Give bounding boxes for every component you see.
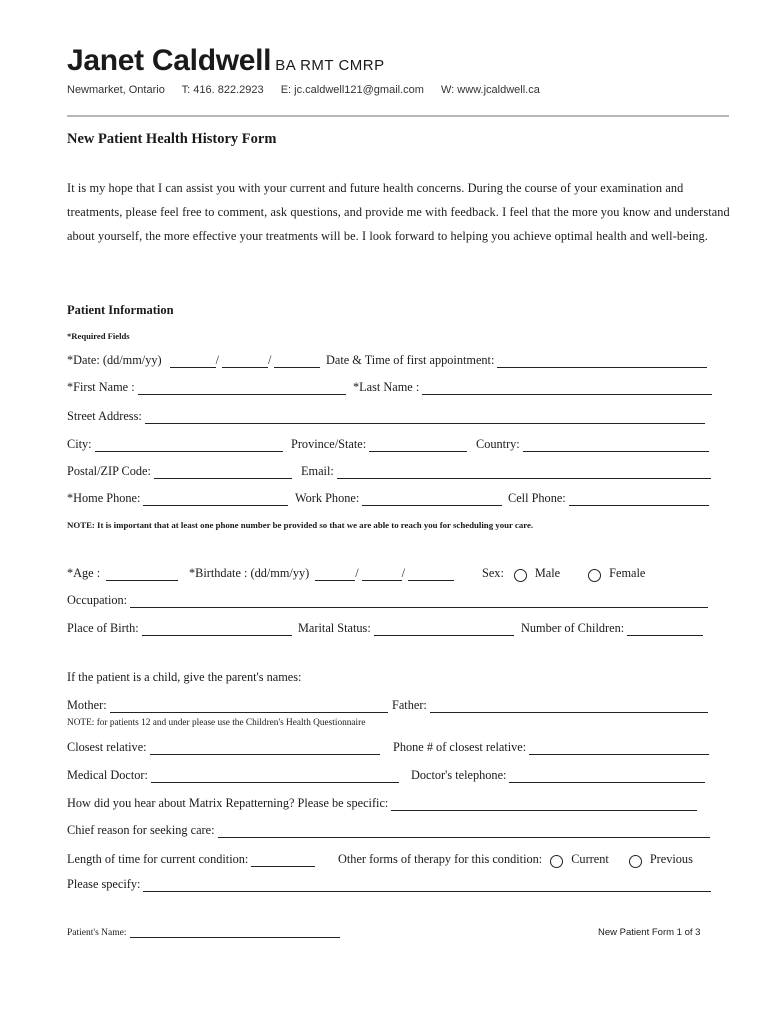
female-radio[interactable] (588, 569, 601, 582)
email-text: E: jc.caldwell121@gmail.com (280, 84, 424, 96)
sex-label: Sex: (482, 566, 504, 580)
patient-info-heading: Patient Information (67, 303, 174, 317)
date-label: *Date: (dd/mm/yy) (67, 353, 162, 367)
home-phone-field[interactable] (67, 491, 288, 506)
work-phone-field[interactable] (295, 491, 502, 506)
form-title: New Patient Health History Form (67, 131, 277, 147)
other-therapy-label: Other forms of therapy for this condition: (338, 852, 543, 866)
birthdate-field[interactable]: *Birthdate : (dd/mm/yy) / / (189, 566, 454, 581)
contact-line (67, 84, 554, 96)
age-label: *Age : (67, 566, 101, 580)
city-field[interactable] (67, 437, 283, 452)
marital-status-label: Marital Status: (298, 621, 371, 635)
mother-label: Mother: (67, 698, 107, 712)
first-appointment-label: Date & Time of first appointment: (326, 353, 495, 367)
previous-radio[interactable] (629, 855, 642, 868)
father-label: Father: (392, 698, 427, 712)
please-specify-label: Please specify: (67, 877, 141, 891)
closest-relative-field[interactable] (67, 740, 380, 755)
place-of-birth-field[interactable] (67, 621, 292, 636)
please-specify-field[interactable] (67, 877, 711, 892)
postal-code-label: Postal/ZIP Code: (67, 464, 151, 478)
mother-field[interactable] (67, 698, 388, 713)
telephone-text: T: 416. 822.2923 (181, 84, 264, 96)
province-label: Province/State: (291, 437, 367, 451)
country-field[interactable] (476, 437, 709, 452)
child-prompt: If the patient is a child, give the parent's names: (67, 670, 302, 684)
current-radio[interactable] (550, 855, 563, 868)
chief-reason-label: Chief reason for seeking care: (67, 823, 215, 837)
previous-label: Previous (649, 852, 693, 866)
cell-phone-label: Cell Phone: (508, 491, 566, 505)
email-label: Email: (301, 464, 334, 478)
doctor-phone-field[interactable] (411, 768, 705, 783)
father-field[interactable] (392, 698, 708, 713)
chief-reason-field[interactable] (67, 823, 710, 838)
relative-phone-field[interactable] (393, 740, 709, 755)
condition-length-field[interactable] (67, 852, 315, 867)
first-name-label: *First Name : (67, 380, 135, 394)
postal-code-field[interactable] (67, 464, 292, 479)
footer-patient-name-label: Patient's Name: (67, 928, 127, 938)
required-fields-note: *Required Fields (67, 331, 130, 341)
medical-doctor-label: Medical Doctor: (67, 768, 148, 782)
closest-relative-label: Closest relative: (67, 740, 147, 754)
referral-source-label: How did you hear about Matrix Repatterning? Please be specific: (67, 796, 389, 810)
place-of-birth-label: Place of Birth: (67, 621, 139, 635)
occupation-label: Occupation: (67, 593, 128, 607)
referral-source-field[interactable] (67, 796, 697, 811)
cell-phone-field[interactable] (508, 491, 709, 506)
practitioner-credentials: BA RMT CMRP (275, 57, 385, 74)
province-field[interactable] (291, 437, 467, 452)
age-field[interactable] (67, 566, 178, 581)
practitioner-name: Janet Caldwell (67, 44, 272, 77)
city-label: City: (67, 437, 92, 451)
footer-patient-name[interactable] (67, 928, 340, 938)
current-label: Current (571, 852, 609, 866)
female-label: Female (609, 566, 646, 580)
other-therapy-field (338, 852, 693, 867)
number-of-children-label: Number of Children: (521, 621, 625, 635)
number-of-children-field[interactable] (521, 621, 703, 636)
last-name-label: *Last Name : (353, 380, 420, 394)
header-divider (67, 115, 729, 117)
condition-length-label: Length of time for current condition: (67, 852, 249, 866)
country-label: Country: (476, 437, 520, 451)
marital-status-field[interactable] (298, 621, 514, 636)
last-name-field[interactable] (353, 380, 712, 395)
street-address-label: Street Address: (67, 409, 142, 423)
intro-paragraph: It is my hope that I can assist you with your current and future health concerns. During the course of your examination and treatments, please feel free to comment, ask questions, and provide me with feedback. I feel that the more you know and understand about yourself, the more effective your treatments will be. I look forward to helping you achieve optimal health and well-being. (67, 181, 730, 243)
first-appointment-field[interactable] (326, 353, 707, 368)
phone-note: NOTE: It is important that at least one phone number be provided so that we are able to reach you for scheduling your care. (67, 520, 534, 530)
occupation-field[interactable] (67, 593, 708, 608)
work-phone-label: Work Phone: (295, 491, 360, 505)
letterhead-name-block (67, 44, 385, 78)
male-radio[interactable] (514, 569, 527, 582)
doctor-phone-label: Doctor's telephone: (411, 768, 507, 782)
medical-doctor-field[interactable] (67, 768, 399, 783)
sex-field (482, 566, 645, 581)
date-field[interactable]: *Date: (dd/mm/yy) / / (67, 353, 320, 368)
male-label: Male (534, 566, 561, 580)
location-text: Newmarket, Ontario (67, 84, 165, 96)
website-text: W: www.jcaldwell.ca (441, 84, 540, 96)
street-address-field[interactable] (67, 409, 705, 424)
first-name-field[interactable] (67, 380, 346, 395)
birthdate-label: *Birthdate : (dd/mm/yy) (189, 566, 310, 580)
relative-phone-label: Phone # of closest relative: (393, 740, 527, 754)
email-field[interactable] (301, 464, 711, 479)
home-phone-label: *Home Phone: (67, 491, 141, 505)
child-note: NOTE: for patients 12 and under please use the Children's Health Questionnaire (67, 718, 366, 728)
page-number: New Patient Form 1 of 3 (598, 927, 701, 938)
